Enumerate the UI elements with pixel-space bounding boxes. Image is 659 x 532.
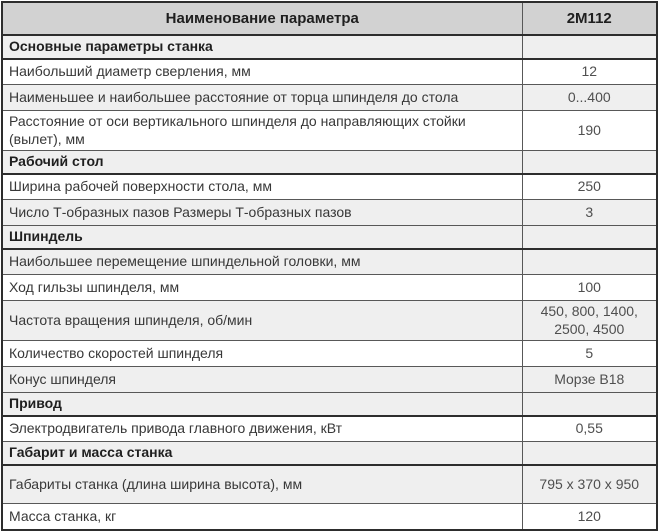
param-value: 5 [522, 341, 657, 367]
param-name: Расстояние от оси вертикального шпинделя до направляющих стойки (вылет), мм [2, 111, 522, 151]
section-value-cell [522, 393, 657, 416]
section-row [2, 393, 657, 416]
table-row [2, 85, 657, 111]
table-row [2, 275, 657, 301]
param-name: Масса станка, кг [2, 504, 522, 530]
param-name: Ход гильзы шпинделя, мм [2, 275, 522, 301]
section-title: Основные параметры станка [2, 35, 522, 59]
param-value: 190 [522, 111, 657, 151]
param-name: Наибольшее перемещение шпиндельной головки, мм [2, 249, 522, 275]
table-row [2, 301, 657, 341]
section-row [2, 226, 657, 249]
param-value: 250 [522, 174, 657, 200]
param-name: Ширина рабочей поверхности стола, мм [2, 174, 522, 200]
param-value: 12 [522, 59, 657, 85]
section-title: Габарит и масса станка [2, 442, 522, 465]
section-row [2, 442, 657, 465]
table-row [2, 111, 657, 151]
table-row [2, 504, 657, 530]
param-name: Число Т-образных пазов Размеры Т-образных пазов [2, 200, 522, 226]
table-row [2, 416, 657, 442]
param-value: 120 [522, 504, 657, 530]
section-title: Привод [2, 393, 522, 416]
table-row [2, 59, 657, 85]
param-value: 450, 800, 1400, 2500, 4500 [522, 301, 657, 341]
param-value: Морзе B18 [522, 367, 657, 393]
section-title: Рабочий стол [2, 151, 522, 174]
table-row [2, 249, 657, 275]
param-name: Габариты станка (длина ширина высота), мм [2, 465, 522, 504]
param-name: Наименьшее и наибольшее расстояние от торца шпинделя до стола [2, 85, 522, 111]
param-value: 100 [522, 275, 657, 301]
table-row [2, 341, 657, 367]
section-value-cell [522, 151, 657, 174]
section-row [2, 35, 657, 59]
machine-spec-table [1, 1, 658, 531]
param-name: Электродвигатель привода главного движения, кВт [2, 416, 522, 442]
param-value: 795 x 370 x 950 [522, 465, 657, 504]
param-value [522, 249, 657, 275]
param-value: 0...400 [522, 85, 657, 111]
param-name: Конус шпинделя [2, 367, 522, 393]
section-title: Шпиндель [2, 226, 522, 249]
param-value: 0,55 [522, 416, 657, 442]
param-name: Наибольший диаметр сверления, мм [2, 59, 522, 85]
column-header-parameter: Наименование параметра [2, 2, 522, 35]
param-name: Частота вращения шпинделя, об/мин [2, 301, 522, 341]
section-value-cell [522, 35, 657, 59]
param-name: Количество скоростей шпинделя [2, 341, 522, 367]
table-row [2, 174, 657, 200]
section-row [2, 151, 657, 174]
table-row [2, 200, 657, 226]
param-value: 3 [522, 200, 657, 226]
table-row [2, 367, 657, 393]
table-header-row [2, 2, 657, 35]
table-row [2, 465, 657, 504]
section-value-cell [522, 226, 657, 249]
column-header-model: 2М112 [522, 2, 657, 35]
section-value-cell [522, 442, 657, 465]
